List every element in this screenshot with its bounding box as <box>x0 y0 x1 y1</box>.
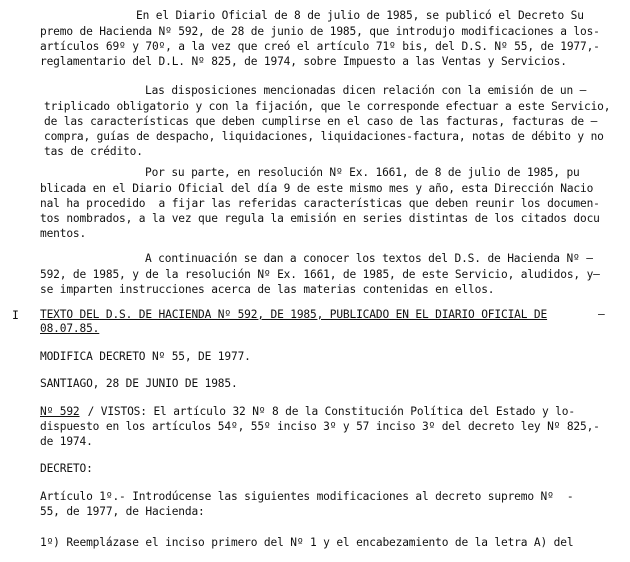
vistos-line-3: de 1974. <box>40 435 93 448</box>
paragraph-2-line-3: de las características que deben cumplirse en el caso de las facturas, facturas de — <box>44 115 598 128</box>
paragraph-3-line-4: tos nombrados, a la vez que regula la emisión en series distintas de los citados docu <box>40 212 600 225</box>
articulo-1-line-1: Artículo 1º.- Introdúcense las siguientes modificaciones al decreto supremo Nº - <box>40 490 574 503</box>
modifica-line: MODIFICA DECRETO Nº 55, DE 1977. <box>40 350 251 363</box>
paragraph-2-line-4: compra, guías de despacho, liquidaciones, liquidaciones-factura, notas de débito y no <box>44 130 604 143</box>
vistos-line-1: / VISTOS: El artículo 32 Nº 8 de la Constitución Política del Estado y lo- <box>81 405 575 418</box>
paragraph-1-line-4: reglamentario del D.L. Nº 825, de 1974, sobre Impuesto a las Ventas y Servicios. <box>40 55 567 68</box>
decreto-label: DECRETO: <box>40 462 93 475</box>
paragraph-2-line-2: triplicado obligatorio y con la fijación, que le corresponde efectuar a este Servicio, <box>44 100 611 113</box>
paragraph-3-line-3: nal ha procedido a fijar las referidas características que deben reunir los documen- <box>40 197 600 210</box>
paragraph-4-line-3: se imparten instrucciones acerca de las materias contenidas en ellos. <box>40 283 495 296</box>
paragraph-1-line-3: artículos 69º y 70º, a la vez que creó el artículo 71º bis, del D.S. Nº 55, de 1977,- <box>40 40 600 53</box>
item-1-line: 1º) Reemplázase el inciso primero del Nº 1 y el encabezamiento de la letra A) del <box>40 536 574 549</box>
paragraph-4-line-2: 592, de 1985, y de la resolución Nº Ex. 1661, de 1985, de este Servicio, aludidos, y— <box>40 268 600 281</box>
vistos-number: Nº 592 <box>40 405 80 418</box>
paragraph-2-line-5: tas de crédito. <box>44 145 143 158</box>
articulo-1-line-2: 55, de 1977, de Hacienda: <box>40 505 205 518</box>
section-heading-dash: — <box>598 308 605 321</box>
section-heading-line-2: 08.07.85. <box>40 322 100 335</box>
paragraph-3-line-1: Por su parte, en resolución Nº Ex. 1661, de 8 de julio de 1985, pu <box>145 166 580 179</box>
paragraph-1-line-2: premo de Hacienda Nº 592, de 28 de junio de 1985, que introdujo modificaciones a los- <box>40 25 600 38</box>
section-heading-line-1: TEXTO DEL D.S. DE HACIENDA Nº 592, DE 1985, PUBLICADO EN EL DIARIO OFICIAL DE <box>40 308 548 321</box>
section-marker: I <box>12 308 19 322</box>
paragraph-4-line-1: A continuación se dan a conocer los textos del D.S. de Hacienda Nº — <box>145 252 593 265</box>
vistos-line-2: dispuesto en los artículos 54º, 55º inciso 3º y 57 inciso 3º del decreto ley Nº 825,- <box>40 420 600 433</box>
santiago-line: SANTIAGO, 28 DE JUNIO DE 1985. <box>40 377 238 390</box>
paragraph-3-line-5: mentos. <box>40 227 87 240</box>
paragraph-1-line-1: En el Diario Oficial de 8 de julio de 1985, se publicó el Decreto Su <box>136 9 584 22</box>
paragraph-2-line-1: Las disposiciones mencionadas dicen relación con la emisión de un — <box>145 84 587 97</box>
paragraph-3-line-2: blicada en el Diario Oficial del día 9 de este mismo mes y año, esta Dirección Nacio <box>40 182 594 195</box>
